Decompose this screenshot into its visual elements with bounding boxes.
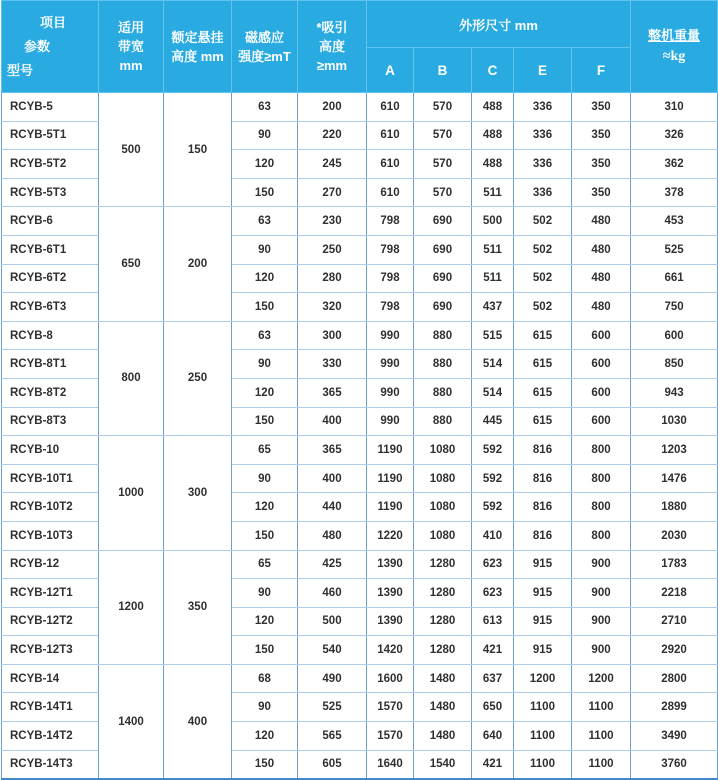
table-header	[2, 1, 718, 93]
attraction-height-cell: 365	[298, 436, 367, 465]
dim-c-cell: 437	[472, 293, 514, 322]
dim-b-cell: 1280	[414, 579, 472, 608]
magnetic-line-1: 磁感应	[244, 29, 284, 45]
dim-f-cell: 480	[572, 235, 631, 264]
dim-a-cell: 798	[367, 293, 414, 322]
attraction-height-cell: 540	[298, 636, 367, 665]
weight-cell: 661	[631, 264, 718, 293]
dim-f-cell: 600	[572, 350, 631, 379]
dim-f-cell: 350	[572, 93, 631, 122]
dim-e-cell: 1200	[514, 664, 572, 693]
dim-f-cell: 800	[572, 493, 631, 522]
suspension-height-cell: 400	[164, 664, 232, 779]
dim-c-cell: 488	[472, 150, 514, 179]
table-row	[2, 436, 718, 465]
weight-cell: 326	[631, 121, 718, 150]
dim-f-cell: 350	[572, 178, 631, 207]
dim-b-cell: 1280	[414, 550, 472, 579]
weight-cell: 2800	[631, 664, 718, 693]
dim-a-cell: 610	[367, 150, 414, 179]
weight-cell: 2030	[631, 521, 718, 550]
dim-e-cell: 502	[514, 235, 572, 264]
table-row	[2, 550, 718, 579]
model-cell: RCYB-14T2	[2, 722, 99, 751]
attraction-height-cell: 400	[298, 407, 367, 436]
attraction-height-cell: 425	[298, 550, 367, 579]
dim-b-cell: 880	[414, 350, 472, 379]
dim-a-cell: 990	[367, 350, 414, 379]
bandwidth-cell: 1200	[99, 550, 164, 664]
dim-c-cell: 640	[472, 722, 514, 751]
corner-line-2: 参数	[24, 38, 51, 54]
model-cell: RCYB-12	[2, 550, 99, 579]
dim-f-cell: 350	[572, 121, 631, 150]
dim-b-cell: 570	[414, 150, 472, 179]
dim-a-cell: 1190	[367, 436, 414, 465]
weight-cell: 2899	[631, 693, 718, 722]
dim-c-cell: 514	[472, 350, 514, 379]
dim-a-cell: 1420	[367, 636, 414, 665]
suspension-height-header-cell	[164, 1, 232, 93]
dim-e-cell: 915	[514, 550, 572, 579]
suspension-height-cell: 350	[164, 550, 232, 664]
corner-line-3: 型号	[7, 62, 34, 78]
model-cell: RCYB-12T2	[2, 607, 99, 636]
model-cell: RCYB-6T1	[2, 235, 99, 264]
magnetic-strength-cell: 120	[232, 264, 298, 293]
magnetic-strength-cell: 90	[232, 235, 298, 264]
dim-b-cell: 880	[414, 321, 472, 350]
magnetic-strength-cell: 150	[232, 636, 298, 665]
attraction-height-cell: 525	[298, 693, 367, 722]
magnetic-line-2: 强度≥mT	[238, 48, 291, 64]
bandwidth-line-2: 带宽	[117, 39, 144, 54]
dim-f-cell: 900	[572, 550, 631, 579]
weight-cell: 3760	[631, 750, 718, 779]
dim-f-cell: 1100	[572, 722, 631, 751]
dim-f-cell: 900	[572, 607, 631, 636]
model-cell: RCYB-8T1	[2, 350, 99, 379]
dim-f-cell: 1100	[572, 750, 631, 779]
dim-f-cell: 600	[572, 378, 631, 407]
model-cell: RCYB-5T1	[2, 121, 99, 150]
dim-b-cell: 690	[414, 293, 472, 322]
dim-a-cell: 990	[367, 407, 414, 436]
dim-f-cell: 800	[572, 436, 631, 465]
magnetic-strength-cell: 120	[232, 150, 298, 179]
suspension-height-cell: 200	[164, 207, 232, 321]
model-cell: RCYB-10T1	[2, 464, 99, 493]
dim-c-cell: 488	[472, 93, 514, 122]
model-cell: RCYB-10	[2, 436, 99, 465]
header-row-1	[2, 1, 718, 48]
dim-b-cell: 690	[414, 207, 472, 236]
model-cell: RCYB-6T2	[2, 264, 99, 293]
attraction-line-1: *吸引	[316, 20, 348, 35]
dim-b-cell: 1080	[414, 493, 472, 522]
model-cell: RCYB-12T1	[2, 579, 99, 608]
bandwidth-cell: 1400	[99, 664, 164, 779]
model-cell: RCYB-14	[2, 664, 99, 693]
dim-b-cell: 690	[414, 264, 472, 293]
magnetic-strength-cell: 68	[232, 664, 298, 693]
magnetic-strength-cell: 120	[232, 607, 298, 636]
attraction-height-cell: 480	[298, 521, 367, 550]
dim-e-cell: 1100	[514, 750, 572, 779]
attraction-height-cell: 330	[298, 350, 367, 379]
dim-a-cell: 990	[367, 378, 414, 407]
attraction-height-cell: 500	[298, 607, 367, 636]
magnetic-strength-cell: 90	[232, 579, 298, 608]
attraction-height-cell: 245	[298, 150, 367, 179]
attraction-line-2: 高度	[318, 39, 345, 54]
dim-c-cell: 421	[472, 750, 514, 779]
dim-c-cell: 592	[472, 436, 514, 465]
dim-c-cell: 511	[472, 264, 514, 293]
dim-f-cell: 900	[572, 579, 631, 608]
bandwidth-cell: 500	[99, 93, 164, 207]
weight-cell: 1203	[631, 436, 718, 465]
dim-c-cell: 421	[472, 636, 514, 665]
dim-c-cell: 623	[472, 550, 514, 579]
dim-b-cell: 570	[414, 178, 472, 207]
weight-cell: 1476	[631, 464, 718, 493]
bandwidth-line-1: 适用	[117, 20, 144, 35]
bandwidth-header-cell	[99, 1, 164, 93]
attraction-height-cell: 300	[298, 321, 367, 350]
dim-a-cell: 798	[367, 235, 414, 264]
attraction-height-cell: 250	[298, 235, 367, 264]
magnetic-strength-cell: 150	[232, 521, 298, 550]
dim-c-cell: 515	[472, 321, 514, 350]
weight-cell: 600	[631, 321, 718, 350]
bandwidth-cell: 800	[99, 321, 164, 435]
weight-header-cell	[631, 1, 718, 93]
model-cell: RCYB-10T2	[2, 493, 99, 522]
dim-e-cell: 816	[514, 436, 572, 465]
magnetic-strength-cell: 120	[232, 378, 298, 407]
magnetic-strength-cell: 65	[232, 436, 298, 465]
dim-a-cell: 1570	[367, 693, 414, 722]
magnetic-strength-cell: 150	[232, 750, 298, 779]
magnetic-strength-cell: 63	[232, 321, 298, 350]
dim-e-cell: 615	[514, 321, 572, 350]
dim-f-cell: 800	[572, 464, 631, 493]
attraction-height-cell: 320	[298, 293, 367, 322]
dim-e-cell: 502	[514, 264, 572, 293]
model-cell: RCYB-6T3	[2, 293, 99, 322]
dim-c-cell: 613	[472, 607, 514, 636]
dim-c-cell: 650	[472, 693, 514, 722]
attraction-height-cell: 490	[298, 664, 367, 693]
bandwidth-line-3: mm	[119, 58, 143, 73]
dim-e-cell: 1100	[514, 722, 572, 751]
weight-cell: 2710	[631, 607, 718, 636]
magnetic-strength-cell: 90	[232, 464, 298, 493]
magnetic-strength-cell: 120	[232, 722, 298, 751]
dim-col-a-header: A	[367, 48, 414, 93]
dim-a-cell: 1190	[367, 464, 414, 493]
attraction-height-cell: 400	[298, 464, 367, 493]
attraction-height-cell: 605	[298, 750, 367, 779]
attraction-line-3: ≥mm	[316, 58, 348, 73]
table-row	[2, 207, 718, 236]
weight-cell: 310	[631, 93, 718, 122]
bandwidth-cell: 1000	[99, 436, 164, 550]
weight-cell: 362	[631, 150, 718, 179]
model-cell: RCYB-8T2	[2, 378, 99, 407]
weight-unit: ≈kg	[662, 48, 686, 64]
weight-cell: 750	[631, 293, 718, 322]
dim-e-cell: 915	[514, 607, 572, 636]
dim-e-cell: 1100	[514, 693, 572, 722]
dim-c-cell: 637	[472, 664, 514, 693]
weight-cell: 2920	[631, 636, 718, 665]
model-cell: RCYB-5	[2, 93, 99, 122]
weight-cell: 378	[631, 178, 718, 207]
dimensions-group-header: 外形尺寸 mm	[367, 1, 631, 48]
dim-b-cell: 1480	[414, 693, 472, 722]
dim-e-cell: 336	[514, 178, 572, 207]
dim-b-cell: 1080	[414, 436, 472, 465]
dim-b-cell: 1480	[414, 664, 472, 693]
dim-e-cell: 915	[514, 636, 572, 665]
attraction-height-cell: 365	[298, 378, 367, 407]
dim-c-cell: 592	[472, 493, 514, 522]
dim-e-cell: 336	[514, 150, 572, 179]
dim-b-cell: 1080	[414, 464, 472, 493]
dim-a-cell: 1570	[367, 722, 414, 751]
model-cell: RCYB-8T3	[2, 407, 99, 436]
weight-cell: 525	[631, 235, 718, 264]
dim-e-cell: 816	[514, 521, 572, 550]
dim-f-cell: 480	[572, 207, 631, 236]
dim-e-cell: 502	[514, 207, 572, 236]
dim-a-cell: 1390	[367, 607, 414, 636]
dim-e-cell: 615	[514, 378, 572, 407]
dim-f-cell: 350	[572, 150, 631, 179]
magnetic-header-cell	[232, 1, 298, 93]
dim-e-cell: 336	[514, 121, 572, 150]
magnetic-strength-cell: 150	[232, 407, 298, 436]
dim-f-cell: 480	[572, 293, 631, 322]
attraction-height-cell: 270	[298, 178, 367, 207]
dim-c-cell: 500	[472, 207, 514, 236]
dim-a-cell: 1390	[367, 579, 414, 608]
dim-f-cell: 1200	[572, 664, 631, 693]
dim-a-cell: 1220	[367, 521, 414, 550]
dim-e-cell: 816	[514, 493, 572, 522]
dim-a-cell: 610	[367, 93, 414, 122]
dim-b-cell: 570	[414, 121, 472, 150]
dim-a-cell: 798	[367, 207, 414, 236]
attraction-height-cell: 220	[298, 121, 367, 150]
corner-header-cell	[2, 1, 99, 93]
model-cell: RCYB-6	[2, 207, 99, 236]
dim-e-cell: 615	[514, 350, 572, 379]
magnetic-strength-cell: 63	[232, 207, 298, 236]
magnetic-strength-cell: 150	[232, 178, 298, 207]
suspension-height-cell: 150	[164, 93, 232, 207]
magnetic-strength-cell: 65	[232, 550, 298, 579]
dim-a-cell: 990	[367, 321, 414, 350]
model-cell: RCYB-14T1	[2, 693, 99, 722]
dim-b-cell: 1080	[414, 521, 472, 550]
suspension-height-cell: 250	[164, 321, 232, 435]
bandwidth-cell: 650	[99, 207, 164, 321]
corner-line-1: 项目	[40, 14, 67, 30]
dim-b-cell: 1280	[414, 607, 472, 636]
dim-c-cell: 410	[472, 521, 514, 550]
table-row	[2, 93, 718, 122]
attraction-height-cell: 460	[298, 579, 367, 608]
model-cell: RCYB-5T3	[2, 178, 99, 207]
model-cell: RCYB-14T3	[2, 750, 99, 779]
dim-e-cell: 915	[514, 579, 572, 608]
height-line-1: 额定悬挂	[171, 29, 224, 45]
dim-b-cell: 880	[414, 407, 472, 436]
weight-cell: 1880	[631, 493, 718, 522]
attraction-height-cell: 200	[298, 93, 367, 122]
table-row	[2, 321, 718, 350]
dim-f-cell: 600	[572, 321, 631, 350]
dim-b-cell: 880	[414, 378, 472, 407]
magnetic-strength-cell: 63	[232, 93, 298, 122]
height-line-2: 高度 mm	[171, 48, 224, 64]
dim-f-cell: 1100	[572, 693, 631, 722]
spec-table	[1, 0, 718, 780]
dim-e-cell: 816	[514, 464, 572, 493]
attraction-height-cell: 280	[298, 264, 367, 293]
suspension-height-cell: 300	[164, 436, 232, 550]
dim-a-cell: 1600	[367, 664, 414, 693]
dim-e-cell: 615	[514, 407, 572, 436]
dim-a-cell: 1640	[367, 750, 414, 779]
magnetic-strength-cell: 90	[232, 121, 298, 150]
weight-cell: 2218	[631, 579, 718, 608]
model-cell: RCYB-10T3	[2, 521, 99, 550]
weight-cell: 850	[631, 350, 718, 379]
dim-c-cell: 511	[472, 178, 514, 207]
attraction-header-cell	[298, 1, 367, 93]
table-body	[2, 93, 718, 780]
magnetic-strength-cell: 150	[232, 293, 298, 322]
model-cell: RCYB-8	[2, 321, 99, 350]
weight-cell: 3490	[631, 722, 718, 751]
dim-a-cell: 610	[367, 178, 414, 207]
dim-b-cell: 1540	[414, 750, 472, 779]
dim-c-cell: 592	[472, 464, 514, 493]
dim-c-cell: 511	[472, 235, 514, 264]
dim-f-cell: 800	[572, 521, 631, 550]
dim-e-cell: 336	[514, 93, 572, 122]
magnetic-strength-cell: 120	[232, 493, 298, 522]
dim-c-cell: 445	[472, 407, 514, 436]
dim-a-cell: 1390	[367, 550, 414, 579]
dim-f-cell: 480	[572, 264, 631, 293]
attraction-height-cell: 565	[298, 722, 367, 751]
dim-col-c-header: C	[472, 48, 514, 93]
magnetic-strength-cell: 90	[232, 350, 298, 379]
attraction-height-cell: 230	[298, 207, 367, 236]
dim-b-cell: 570	[414, 93, 472, 122]
dim-f-cell: 600	[572, 407, 631, 436]
dim-b-cell: 690	[414, 235, 472, 264]
dim-c-cell: 514	[472, 378, 514, 407]
dim-f-cell: 900	[572, 636, 631, 665]
model-cell: RCYB-5T2	[2, 150, 99, 179]
dim-b-cell: 1280	[414, 636, 472, 665]
dim-c-cell: 623	[472, 579, 514, 608]
dim-e-cell: 502	[514, 293, 572, 322]
attraction-height-cell: 440	[298, 493, 367, 522]
weight-cell: 943	[631, 378, 718, 407]
magnetic-strength-cell: 90	[232, 693, 298, 722]
weight-cell: 1030	[631, 407, 718, 436]
table-row	[2, 664, 718, 693]
dim-b-cell: 1480	[414, 722, 472, 751]
dim-a-cell: 798	[367, 264, 414, 293]
dim-a-cell: 610	[367, 121, 414, 150]
dim-col-f-header: F	[572, 48, 631, 93]
dim-c-cell: 488	[472, 121, 514, 150]
model-cell: RCYB-12T3	[2, 636, 99, 665]
weight-cell: 1783	[631, 550, 718, 579]
dim-col-e-header: E	[514, 48, 572, 93]
dim-col-b-header: B	[414, 48, 472, 93]
weight-title: 整机重量	[648, 27, 701, 43]
weight-cell: 453	[631, 207, 718, 236]
dim-a-cell: 1190	[367, 493, 414, 522]
